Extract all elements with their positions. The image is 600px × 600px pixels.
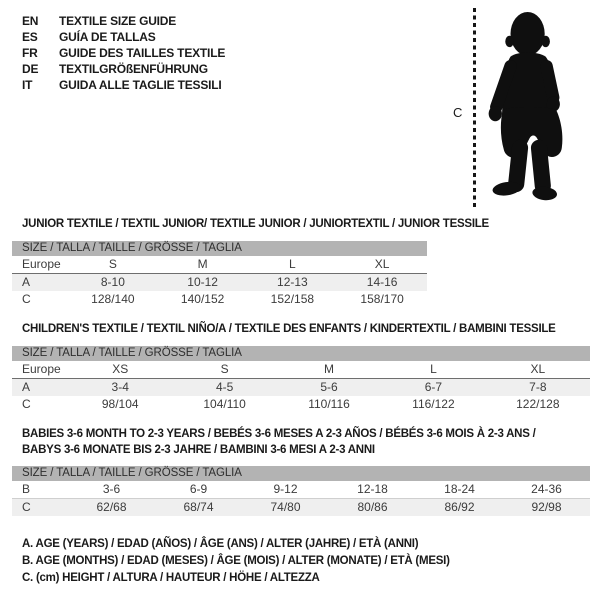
table-cell: 104/110 (203, 397, 246, 411)
size-header-bar: SIZE / TALLA / TAILLE / GRÖSSE / TAGLIA (12, 241, 427, 256)
children-section-title: CHILDREN'S TEXTILE / TEXTIL NIÑO/A / TEXTILE DES ENFANTS / KINDERTEXTIL / BAMBINI TESSILE (22, 323, 556, 335)
lang-row-fr (22, 45, 225, 61)
lang-row-en (22, 13, 225, 29)
table-cell: 3-4 (111, 380, 129, 394)
table-row (12, 481, 590, 499)
table-cell: 152/158 (270, 292, 315, 306)
table-cell: XL (530, 362, 546, 376)
table-cell: M (324, 362, 335, 376)
row-label: B (22, 482, 31, 496)
junior-section-title: JUNIOR TEXTILE / TEXTIL JUNIOR/ TEXTILE JUNIOR / JUNIORTEXTIL / JUNIOR TESSILE (22, 218, 489, 230)
table-cell: 3-6 (102, 482, 121, 496)
lang-label: TEXTILGRÖßENFÜHRUNG (59, 62, 208, 76)
table-cell: 158/170 (360, 292, 404, 306)
table-cell: 86/92 (444, 500, 475, 514)
table-cell: S (108, 257, 117, 271)
row-label: A (22, 380, 31, 394)
size-header-bar: SIZE / TALLA / TAILLE / GRÖSSE / TAGLIA (12, 346, 590, 361)
footnote-b: B. AGE (MONTHS) / EDAD (MESES) / ÂGE (MOIS) / ALTER (MONATE) / ETÀ (MESI) (22, 555, 450, 567)
lang-row-es (22, 29, 225, 45)
footnote-c: C. (cm) HEIGHT / ALTURA / HAUTEUR / HÖHE / ALTEZZA (22, 572, 320, 584)
table-cell: XL (374, 257, 390, 271)
row-label: Europe (22, 257, 61, 271)
table-row (12, 291, 427, 308)
table-cell: XS (112, 362, 129, 376)
table-row (12, 361, 590, 379)
lang-code: EN (22, 14, 39, 28)
table-cell: S (220, 362, 229, 376)
lang-label: GUIDE DES TAILLES TEXTILE (59, 46, 226, 60)
table-cell: 12-13 (277, 275, 308, 289)
lang-label: GUÍA DE TALLAS (59, 30, 156, 44)
footnote-a: A. AGE (YEARS) / EDAD (AÑOS) / ÂGE (ANS) / ALTER (JAHRE) / ETÀ (ANNI) (22, 538, 419, 550)
table-cell: L (430, 362, 437, 376)
table-cell: 110/116 (308, 397, 350, 411)
row-label: A (22, 275, 31, 289)
lang-label: GUIDA ALLE TAGLIE TESSILI (59, 78, 222, 92)
lang-row-de (22, 61, 225, 77)
lang-label: TEXTILE SIZE GUIDE (59, 14, 177, 28)
lang-code: DE (22, 62, 39, 76)
row-label: Europe (22, 362, 61, 376)
table-cell: 80/86 (357, 500, 388, 514)
table-cell: 98/104 (101, 397, 139, 411)
table-cell: 7-8 (529, 380, 547, 394)
table-row (12, 274, 427, 291)
babies-size-table (12, 466, 590, 516)
table-cell: 24-36 (531, 482, 562, 496)
table-cell: 6-7 (424, 380, 443, 394)
lang-code: ES (22, 30, 38, 44)
table-cell: 116/122 (412, 397, 455, 411)
toddler-silhouette-icon (482, 7, 596, 207)
table-cell: 74/80 (270, 500, 301, 514)
table-cell: 14-16 (366, 275, 398, 289)
footnotes (22, 536, 450, 587)
table-cell: 18-24 (444, 482, 475, 496)
babies-title-line-1: BABIES 3-6 MONTH TO 2-3 YEARS / BEBÉS 3-6 MESES A 2-3 AÑOS / BÉBÉS 3-6 MOIS À 2-3 ANS / (22, 428, 536, 440)
table-cell: 140/152 (180, 292, 225, 306)
junior-size-table (12, 241, 427, 308)
table-cell: 12-18 (357, 482, 388, 496)
table-row (12, 396, 590, 413)
height-dashed-line (473, 8, 476, 209)
table-row (12, 499, 590, 516)
table-cell: 8-10 (100, 275, 125, 289)
table-cell: 92/98 (531, 500, 562, 514)
table-cell: 5-6 (320, 380, 338, 394)
lang-code: FR (22, 46, 38, 60)
table-cell: 62/68 (96, 500, 127, 514)
table-cell: 10-12 (187, 275, 218, 289)
lang-row-it (22, 77, 225, 93)
table-cell: 4-5 (215, 380, 234, 394)
children-size-table (12, 346, 590, 413)
table-cell: 122/128 (516, 397, 560, 411)
babies-title-line-2: BABYS 3-6 MONATE BIS 2-3 JAHRE / BAMBINI 3-6 MESI A 2-3 ANNI (22, 444, 375, 456)
row-label: C (22, 500, 31, 514)
table-row (12, 379, 590, 396)
table-cell: 128/140 (91, 292, 135, 306)
lang-code: IT (22, 78, 33, 92)
language-guide (22, 13, 225, 93)
table-cell: 68/74 (183, 500, 214, 514)
babies-section-title (22, 426, 536, 458)
table-cell: 6-9 (189, 482, 208, 496)
table-cell: L (289, 257, 296, 271)
table-cell: M (197, 257, 208, 271)
height-measure-label: C (453, 105, 463, 120)
row-label: C (22, 397, 31, 411)
size-header-bar: SIZE / TALLA / TAILLE / GRÖSSE / TAGLIA (12, 466, 590, 481)
row-label: C (22, 292, 31, 306)
table-cell: 9-12 (273, 482, 298, 496)
table-row (12, 256, 427, 274)
